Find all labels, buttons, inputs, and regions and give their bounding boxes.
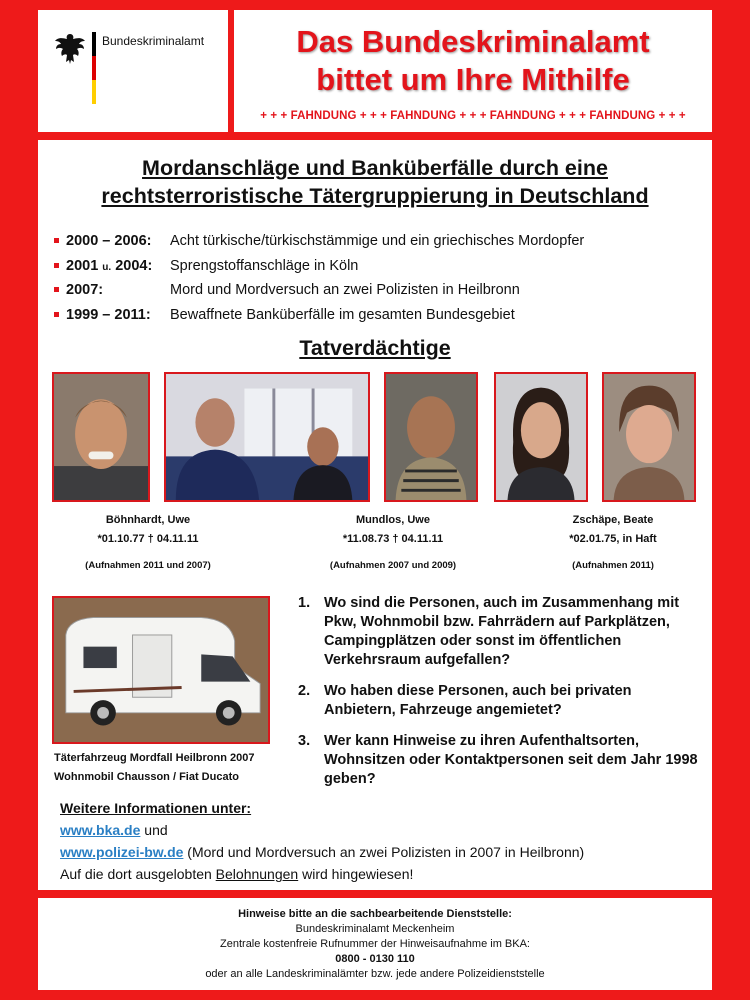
question-item	[298, 682, 698, 720]
headline-line-2: bittet um Ihre Mithilfe	[316, 62, 630, 97]
fact-years	[66, 258, 152, 274]
photo-dates: (Aufnahmen 2011 und 2007)	[85, 560, 211, 571]
fact-desc: Sprengstoffanschläge in Köln	[170, 257, 359, 274]
suspect-name: Mundlos, Uwe	[356, 514, 430, 526]
suspect-name: Zschäpe, Beate	[572, 514, 654, 526]
more-info-heading: Weitere Informationen unter:	[60, 800, 252, 816]
group-image	[166, 374, 368, 500]
suspect-dates: *11.08.73 † 04.11.11	[342, 533, 444, 545]
suspect-photo-zschaepe-2	[602, 372, 696, 502]
suspect-photo-mundlos	[384, 372, 478, 502]
footer-line-3: Zentrale kostenfreie Rufnummer der Hinweisaufnahme im BKA:	[220, 938, 530, 950]
facts-list	[54, 232, 694, 330]
headline-panel	[234, 10, 712, 132]
suspect-photo-group	[164, 372, 370, 502]
reward-note	[60, 866, 413, 882]
footer-panel	[38, 898, 712, 990]
photo-dates: (Aufnahmen 2007 und 2009)	[329, 560, 457, 571]
bka-link[interactable]: www.bka.de	[60, 822, 141, 838]
portrait-image	[54, 374, 148, 500]
hotline-number: 0800 - 0130 110	[335, 953, 415, 965]
reward-suffix: wird hingewiesen!	[298, 866, 414, 882]
german-flag-bar	[92, 32, 96, 104]
reward-word: Belohnungen	[215, 866, 299, 882]
portrait-image	[496, 374, 586, 500]
fact-year-a: 2001	[66, 257, 99, 274]
suspect-name: Böhnhardt, Uwe	[105, 514, 191, 526]
bullet-icon	[54, 287, 59, 292]
fact-year-b: 2004:	[115, 257, 153, 274]
bullet-icon	[54, 238, 59, 243]
polizei-bw-link[interactable]: www.polizei-bw.de	[60, 844, 184, 860]
fact-years: 2007:	[66, 282, 104, 298]
org-name: Bundeskriminalamt	[102, 34, 205, 48]
fact-years: 2000 – 2006:	[66, 233, 152, 249]
footer-line-1: Hinweise bitte an die sachbearbeitende Dienststelle:	[238, 908, 512, 920]
suspect-dates: *02.01.75, in Haft	[569, 533, 657, 545]
vehicle-caption-line-2: Wohnmobil Chausson / Fiat Ducato	[54, 771, 239, 783]
fact-desc: Mord und Mordversuch an zwei Polizisten in Heilbronn	[170, 282, 520, 298]
headline-line-1: Das Bundeskriminalamt	[296, 24, 650, 59]
portrait-image	[604, 374, 694, 500]
question-item	[298, 594, 698, 670]
fact-desc: Acht türkische/türkischstämmige und ein griechisches Mordopfer	[170, 233, 585, 249]
suspect-photo-boehnhardt-1	[52, 372, 150, 502]
question-item	[298, 732, 698, 789]
more-info-line-1	[60, 822, 168, 838]
bullet-icon	[54, 263, 59, 268]
logo-panel	[38, 10, 228, 132]
question-text: Wo haben diese Personen, auch bei privaten Anbietern, Fahrzeuge angemietet?	[324, 683, 632, 718]
fact-item	[54, 306, 694, 331]
photo-dates: (Aufnahmen 2011)	[572, 560, 654, 571]
federal-eagle-icon	[54, 32, 86, 66]
question-number: 2.	[298, 683, 311, 699]
footer-line-5: oder an alle Landeskriminalämter bzw. jede andere Polizeidienststelle	[205, 968, 545, 980]
question-number: 1.	[298, 595, 311, 611]
fact-item	[54, 281, 694, 306]
footer-line-2: Bundeskriminalamt Meckenheim	[295, 923, 455, 935]
question-text: Wo sind die Personen, auch im Zusammenhang mit Pkw, Wohnmobil bzw. Fahrrädern auf Parkplätzen, Campingplätzen oder sonst im öffentlichen Verkehrsraum aufgefallen?	[324, 595, 680, 668]
fact-years: 1999 – 2011:	[66, 306, 151, 323]
reward-prefix: Auf die dort ausgelobten	[60, 866, 216, 882]
bullet-icon	[54, 312, 59, 317]
main-title-line-2: rechtsterroristische Tätergruppierung in Deutschland	[101, 184, 649, 208]
question-text: Wer kann Hinweise zu ihren Aufenthaltsorten, Wohnsitzen oder Kontaktpersonen seit dem Jahr 1998 geben?	[324, 733, 698, 787]
question-number: 3.	[298, 733, 311, 749]
suspect-dates: *01.10.77 † 04.11.11	[97, 533, 199, 545]
suspect-photo-zschaepe-1	[494, 372, 588, 502]
main-panel	[38, 140, 712, 890]
fact-item	[54, 257, 694, 282]
more-info-title	[60, 800, 251, 816]
camper-van-image	[54, 598, 268, 742]
link1-suffix: und	[140, 822, 168, 838]
more-info-line-2	[60, 844, 584, 860]
fahndung-ticker: + + + FAHNDUNG + + + FAHNDUNG + + + FAHNDUNG + + + FAHNDUNG + + +	[260, 110, 686, 122]
questions-list	[298, 594, 698, 801]
portrait-image	[386, 374, 476, 500]
vehicle-photo	[52, 596, 270, 744]
fact-desc: Bewaffnete Banküberfälle im gesamten Bundesgebiet	[170, 306, 515, 323]
main-title-line-1: Mordanschläge und Banküberfälle durch eine	[142, 156, 608, 180]
link2-suffix: (Mord und Mordversuch an zwei Polizisten in 2007 in Heilbronn)	[183, 844, 585, 860]
fact-item	[54, 232, 694, 257]
fact-year-conj: u.	[102, 261, 112, 273]
vehicle-caption-line-1: Täterfahrzeug Mordfall Heilbronn 2007	[54, 752, 255, 764]
suspects-heading: Tatverdächtige	[299, 336, 451, 360]
